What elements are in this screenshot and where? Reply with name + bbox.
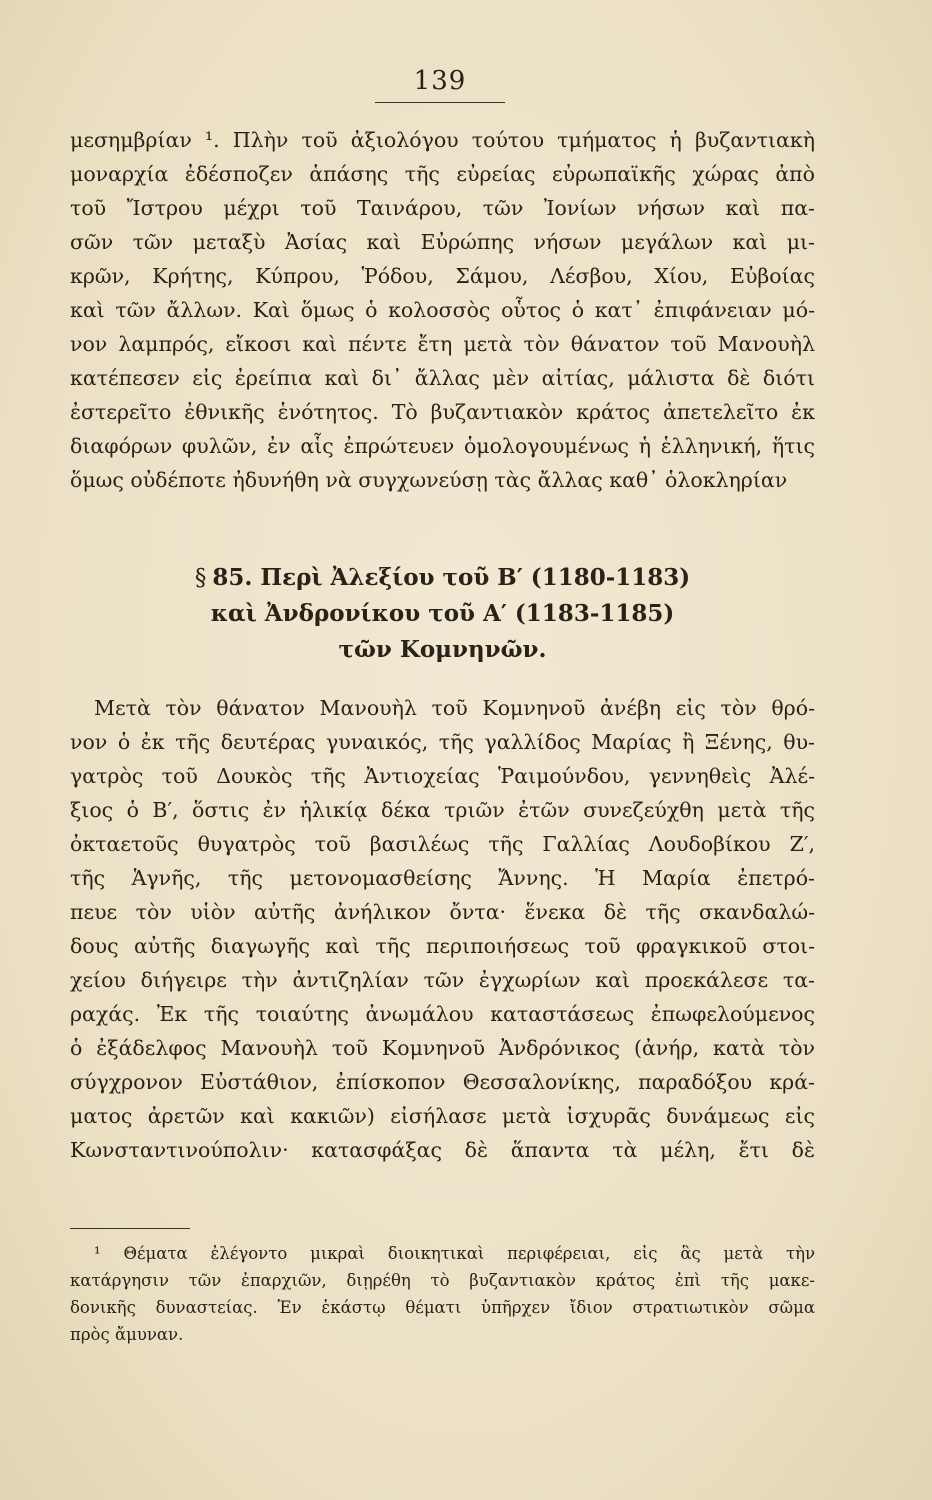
text-line: γατρὸς τοῦ Δουκὸς τῆς Ἀντιοχείας Ῥαιμούνδου, γεννηθεὶς Ἀλέ- xyxy=(70,764,815,788)
text-line: δους αὐτῆς διαγωγῆς καὶ τῆς περιποιήσεως τοῦ φραγκικοῦ στοι- xyxy=(70,934,815,958)
footnote-line: ¹ Θέματα ἐλέγοντο μικραὶ διοικητικαὶ περιφέρειαι, εἰς ἃς μετὰ τὴν xyxy=(94,1244,815,1263)
text-line: διαφόρων φυλῶν, ἐν αἷς ἐπρώτευεν ὁμολογουμένως ἡ ἑλληνική, ἥτις xyxy=(70,434,815,458)
text-line: ὁ ἐξάδελφος Μανουὴλ τοῦ Κομνηνοῦ Ἀνδρόνικος (ἀνήρ, κατὰ τὸν xyxy=(70,1036,815,1060)
text-line: ραχάς. Ἐκ τῆς τοιαύτης ἀνωμάλου καταστάσεως ἐπωφελούμενος xyxy=(70,1002,815,1026)
heading-line-1: 85. Περὶ Ἀλεξίου τοῦ Β′ (1180-1183) xyxy=(212,564,691,591)
heading-line-3: τῶν Κομνηνῶν. xyxy=(338,636,547,663)
text-line: ὅμως οὐδέποτε ἠδυνήθη νὰ συγχωνεύσῃ τὰς ἄλλας καθ᾽ ὁλοκληρίαν xyxy=(70,468,788,492)
text-line: ὀκταετοῦς θυγατρὸς τοῦ βασιλέως τῆς Γαλλίας Λουδοβίκου Ζ′, xyxy=(70,832,815,856)
page-number: 139 xyxy=(413,66,467,96)
text-line: ξιος ὁ Β′, ὅστις ἐν ἡλικίᾳ δέκα τριῶν ἐτῶν συνεζεύχθη μετὰ τῆς xyxy=(70,798,815,822)
text-line: πευε τὸν υἱὸν αὐτῆς ἀνήλικον ὄντα· ἕνεκα δὲ τῆς σκανδαλώ- xyxy=(70,900,815,924)
text-line: Μετὰ τὸν θάνατον Μανουὴλ τοῦ Κομνηνοῦ ἀνέβη εἰς τὸν θρό- xyxy=(94,696,815,720)
section-sign: § xyxy=(194,565,207,591)
section-heading xyxy=(70,560,815,668)
text-line: μεσημβρίαν ¹. Πλὴν τοῦ ἀξιολόγου τούτου τμήματος ἡ βυζαντιακὴ xyxy=(70,128,815,152)
text-line: χείου διήγειρε τὴν ἀντιζηλίαν τῶν ἐγχωρίων καὶ προεκάλεσε τα- xyxy=(70,968,815,992)
footnote xyxy=(70,1240,815,1348)
text-line: μοναρχία ἐδέσποζεν ἁπάσης τῆς εὐρείας εὐρωπαϊκῆς χώρας ἀπὸ xyxy=(70,162,815,186)
paragraph-1 xyxy=(70,123,815,497)
footnote-line: δονικῆς δυναστείας. Ἐν ἑκάστῳ θέματι ὑπῆρχεν ἴδιον στρατιωτικὸν σῶμα xyxy=(70,1298,815,1317)
text-line: νον ὁ ἐκ τῆς δευτέρας γυναικός, τῆς γαλλίδος Μαρίας ἢ Ξένης, θυ- xyxy=(70,730,815,754)
text-line: κατέπεσεν εἰς ἐρείπια καὶ δι᾽ ἄλλας μὲν αἰτίας, μάλιστα δὲ διότι xyxy=(70,366,815,390)
text-line: σῶν τῶν μεταξὺ Ἀσίας καὶ Εὐρώπης νήσων μεγάλων καὶ μι- xyxy=(70,230,815,254)
footnote-line: κατάργησιν τῶν ἐπαρχιῶν, διῃρέθη τὸ βυζαντιακὸν κράτος ἐπὶ τῆς μακε- xyxy=(70,1271,815,1290)
paragraph-2 xyxy=(70,691,815,1167)
heading-line-2: καὶ Ἀνδρονίκου τοῦ Α′ (1183-1185) xyxy=(210,600,675,627)
text-line: ματος ἀρετῶν καὶ κακιῶν) εἰσήλασε μετὰ ἰσχυρᾶς δυνάμεως εἰς xyxy=(70,1104,815,1128)
text-line: καὶ τῶν ἄλλων. Καὶ ὅμως ὁ κολοσσὸς οὗτος ὁ κατ᾽ ἐπιφάνειαν μό- xyxy=(70,298,815,322)
text-line: νον λαμπρός, εἴκοσι καὶ πέντε ἔτη μετὰ τὸν θάνατον τοῦ Μανουὴλ xyxy=(70,332,815,356)
footnote-rule xyxy=(70,1228,190,1229)
text-line: τῆς Ἁγνῆς, τῆς μετονομασθείσης Ἄννης. Ἡ Μαρία ἐπετρό- xyxy=(70,866,815,890)
text-line: Κωνσταντινούπολιν· κατασφάξας δὲ ἅπαντα τὰ μέλη, ἔτι δὲ xyxy=(70,1138,815,1162)
text-line: τοῦ Ἴστρου μέχρι τοῦ Ταινάρου, τῶν Ἰονίων νήσων καὶ πα- xyxy=(70,196,815,220)
page-number-rule xyxy=(375,102,505,103)
text-line: σύγχρονον Εὐστάθιον, ἐπίσκοπον Θεσσαλονίκης, παραδόξου κρά- xyxy=(70,1070,815,1094)
text-line: ἐστερεῖτο ἐθνικῆς ἑνότητος. Τὸ βυζαντιακὸν κράτος ἀπετελεῖτο ἐκ xyxy=(70,400,815,424)
text-line: κρῶν, Κρήτης, Κύπρου, Ῥόδου, Σάμου, Λέσβου, Χίου, Εὐβοίας xyxy=(70,264,815,288)
footnote-line: πρὸς ἄμυναν. xyxy=(70,1325,184,1344)
